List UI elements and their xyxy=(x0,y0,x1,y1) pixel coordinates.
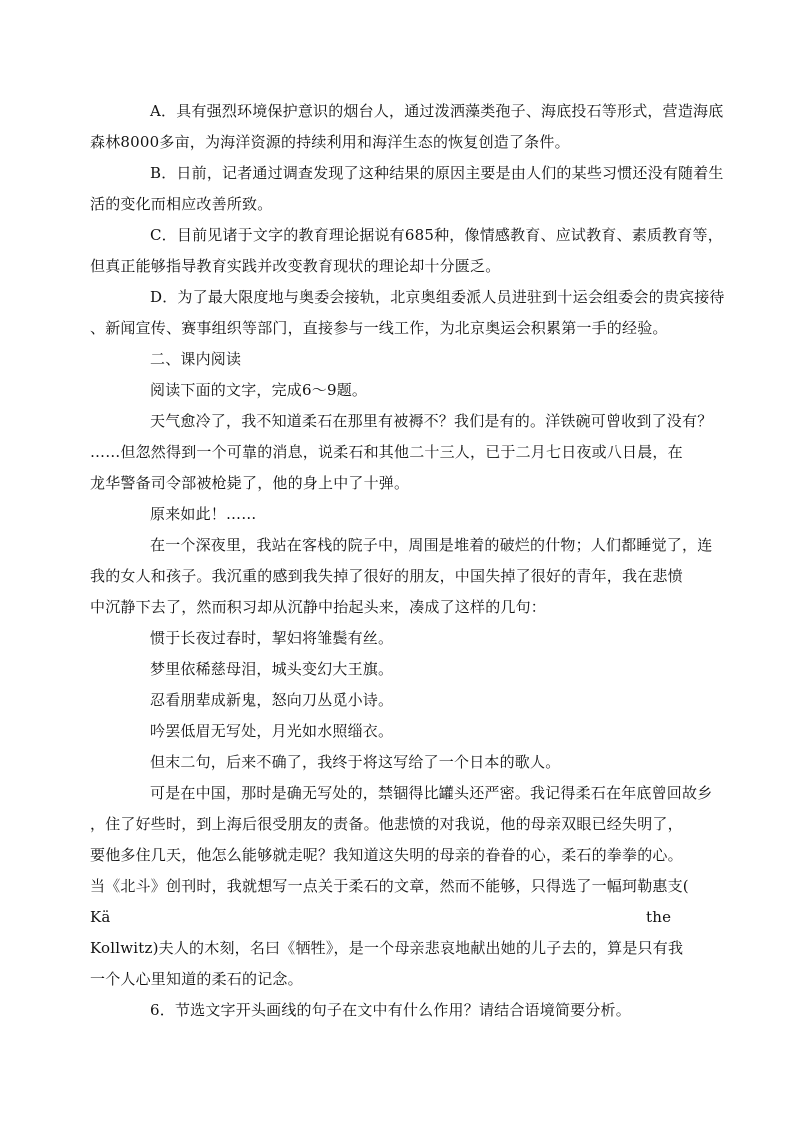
poem-line-2: 梦里依稀慈母泪，城头变幻大王旗。 xyxy=(150,660,394,678)
passage-p5-line-5: Kä the xyxy=(90,908,672,926)
passage-p1-line-3: 龙华警备司令部被枪毙了，他的身上中了十弹。 xyxy=(90,474,410,492)
poem-line-3: 忍看朋辈成新鬼，怒向刀丛觅小诗。 xyxy=(150,691,394,709)
option-a-line-1: A．具有强烈环境保护意识的烟台人，通过泼洒藻类孢子、海底投石等形式，营造海底 xyxy=(150,102,724,120)
passage-p5-line-7: 一个人心里知道的柔石的记念。 xyxy=(90,970,303,988)
option-c-line-1: C．目前见诸于文字的教育理论据说有685种，像情感教育、应试教育、素质教育等， xyxy=(150,226,723,244)
option-a-line-2: 森林8000多亩，为海洋资源的持续利用和海洋生态的恢复创造了条件。 xyxy=(90,133,570,151)
option-c-line-2: 但真正能够指导教育实践并改变教育现状的理论却十分匮乏。 xyxy=(90,257,501,275)
passage-p1-line-1: 天气愈冷了，我不知道柔石在那里有被褥不？我们是有的。洋铁碗可曾收到了没有？ xyxy=(150,412,713,430)
passage-paragraph-3 xyxy=(90,530,713,623)
question-6: 6．节选文字开头画线的句子在文中有什么作用？请结合语境简要分析。 xyxy=(150,1001,631,1019)
passage-p5-line-6: Kollwitz)夫人的木刻，名曰《牺牲》，是一个母亲悲哀地献出她的儿子去的，算是只有我 xyxy=(90,939,684,957)
option-b-line-1: B．日前，记者通过调查发现了这种结果的原因主要是由人们的某些习惯还没有随着生 xyxy=(150,164,724,182)
passage-p1-line-2: ……但忽然得到一个可靠的消息，说柔石和其他二十三人，已于二月七日夜或八日晨，在 xyxy=(90,443,683,461)
passage-p5-line-3: 要他多住几天，他怎么能够就走呢？我知道这失明的母亲的眷眷的心，柔石的拳拳的心。 xyxy=(90,846,683,864)
passage-paragraph-1 xyxy=(90,406,713,499)
passage-p3-line-2: 我的女人和孩子。我沉重的感到我失掉了很好的朋友，中国失掉了很好的青年，我在悲愤 xyxy=(90,567,683,585)
option-b-line-2: 活的变化而相应改善所致。 xyxy=(90,195,273,213)
option-d-line-1: D．为了最大限度地与奥委会接轨，北京奥组委派人员进驻到十运会组委会的贵宾接待 xyxy=(150,288,725,306)
passage-paragraph-5 xyxy=(90,778,713,995)
passage-p3-line-1: 在一个深夜里，我站在客栈的院子中，周围是堆着的破烂的什物；人们都睡觉了，连 xyxy=(150,536,713,554)
passage-paragraph-4: 但末二句，后来不确了，我终于将这写给了一个日本的歌人。 xyxy=(150,753,561,771)
passage-p5-line-2: ，住了好些时，到上海后很受朋友的责备。他悲愤的对我说，他的母亲双眼已经失明了， xyxy=(90,815,683,833)
passage-p5-line-4: 当《北斗》创刊时，我就想写一点关于柔石的文章，然而不能够，只得选了一幅珂勒惠支( xyxy=(90,877,689,895)
document-body xyxy=(90,96,725,1026)
option-d-line-2: 、新闻宣传、赛事组织等部门，直接参与一线工作，为北京奥运会积累第一手的经验。 xyxy=(90,319,668,337)
passage-p3-line-3: 中沉静下去了，然而积习却从沉静中抬起头来，凑成了这样的几句： xyxy=(90,598,547,616)
poem-line-4: 吟罢低眉无写处，月光如水照缁衣。 xyxy=(150,722,394,740)
section-title: 二、课内阅读 xyxy=(150,350,242,368)
passage-paragraph-2: 原来如此！…… xyxy=(150,505,257,523)
option-b xyxy=(90,158,724,220)
option-c xyxy=(90,220,723,282)
poem-line-1: 惯于长夜过春时，挈妇将雏鬓有丝。 xyxy=(150,629,394,647)
reading-instruction: 阅读下面的文字，完成6～9题。 xyxy=(150,381,368,399)
option-d xyxy=(90,282,725,344)
option-a xyxy=(90,96,724,158)
passage-p5-line-1: 可是在中国，那时是确无写处的，禁锢得比罐头还严密。我记得柔石在年底曾回故乡 xyxy=(150,784,713,802)
